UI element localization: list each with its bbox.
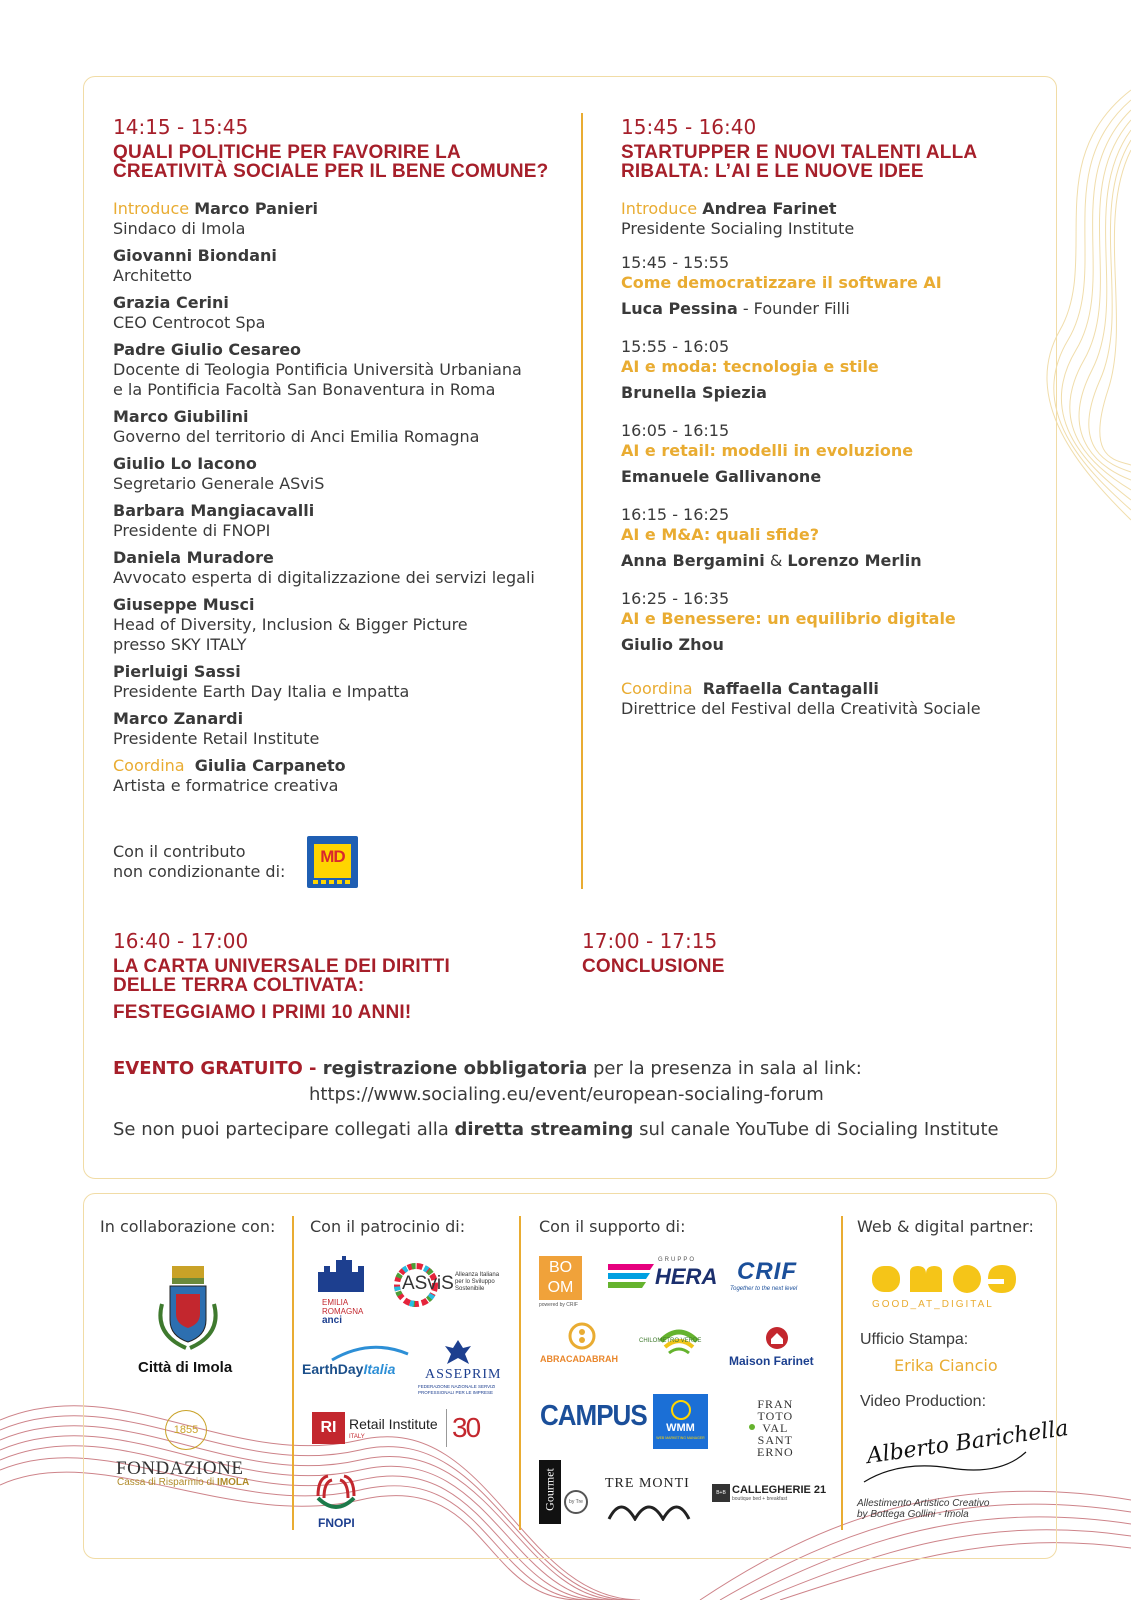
smog-logo-icon xyxy=(870,1262,1020,1296)
fondazione-name: FONDAZIONE xyxy=(116,1458,244,1479)
wmm-logo xyxy=(653,1394,708,1449)
talk xyxy=(621,589,1041,655)
intro-label: Introduce xyxy=(621,199,698,218)
streaming-note xyxy=(113,1118,999,1142)
speaker-name: Brunella Spiezia xyxy=(621,383,767,402)
crif-tagline: Together to the next level xyxy=(730,1286,798,1292)
session-1 xyxy=(113,115,558,803)
art-credit xyxy=(857,1498,989,1520)
video-heading: Video Production: xyxy=(860,1393,987,1410)
retail-institute-name: Retail Institute xyxy=(349,1416,438,1432)
abracadabrah-name: ABRACADABRAH xyxy=(540,1354,618,1364)
session-2-title xyxy=(621,143,1041,181)
speaker-role: CEO Centrocot Spa xyxy=(113,313,266,332)
talk-title: AI e retail: modelli in evoluzione xyxy=(621,441,914,460)
stream-text: Se non puoi partecipare collegati alla xyxy=(113,1119,455,1140)
fondazione-sub-text: Cassa di Risparmio di xyxy=(117,1477,218,1488)
session-3-time: 16:40 - 17:00 xyxy=(113,929,249,953)
speaker-role: Governo del territorio di Anci Emilia Romagna xyxy=(113,427,480,446)
speaker xyxy=(113,454,558,494)
frantoio-line: ERNO xyxy=(757,1445,794,1459)
partners-divider xyxy=(292,1216,294,1530)
hera-stripes-icon xyxy=(608,1260,654,1292)
free-event-label: EVENTO GRATUITO xyxy=(113,1058,303,1079)
hera-gruppo: GRUPPO xyxy=(658,1257,697,1263)
session-2-intro xyxy=(621,199,1041,239)
talk xyxy=(621,505,1041,571)
boom-letters: OM xyxy=(547,1279,574,1296)
speaker-name: Marco Panieri xyxy=(194,199,319,218)
fondazione-seal: 1855 xyxy=(165,1410,207,1450)
asvis-sub-line: per lo Sviluppo xyxy=(455,1279,495,1285)
asseprim-name: ASSEPRIM xyxy=(425,1367,502,1382)
session-2-title-line: RIBALTA: L’AI E LE NUOVE IDEE xyxy=(621,161,924,182)
asseprim-sub xyxy=(418,1384,495,1396)
session-3-title-line: DELLE TERRA COLTIVATA: xyxy=(113,975,365,996)
press-heading: Ufficio Stampa: xyxy=(860,1331,969,1348)
earthday-arc-icon xyxy=(330,1344,410,1362)
hera-name: HERA xyxy=(655,1264,718,1289)
speaker-list xyxy=(113,246,558,749)
session-2 xyxy=(621,115,1041,726)
talk-time: 15:55 - 16:05 xyxy=(621,337,730,356)
speaker-name: Marco Giubilini xyxy=(113,407,249,426)
maison-farinet-name: Maison Farinet xyxy=(729,1354,814,1368)
signature-swash-icon xyxy=(860,1450,1030,1486)
tre-monti-name: TRE MONTI xyxy=(605,1476,690,1491)
fnopi-name: FNOPI xyxy=(318,1516,355,1530)
speaker-role: Artista e formatrice creativa xyxy=(113,776,339,795)
registration-required: registrazione obbligatoria xyxy=(322,1058,588,1079)
maison-house-icon xyxy=(765,1326,789,1350)
earthday-italia: Italia xyxy=(363,1361,396,1377)
partners-divider xyxy=(841,1216,843,1530)
speaker-role: Head of Diversity, Inclusion & Bigger Picture xyxy=(113,615,468,634)
speaker-role: Presidente di FNOPI xyxy=(113,521,271,540)
intro-label: Introduce xyxy=(113,199,190,218)
contribution-line: Con il contributo xyxy=(113,842,246,861)
asseprim-sub-line: PROFESSIONALI PER LE IMPRESE xyxy=(418,1390,494,1395)
session-1-title-line: QUALI POLITICHE PER FAVORIRE LA xyxy=(113,142,461,163)
retail-institute-box: RI xyxy=(312,1412,345,1444)
asvis-name: ASviS xyxy=(402,1273,454,1294)
smog-tagline: GOOD_AT_DIGITAL xyxy=(872,1299,994,1310)
speaker xyxy=(113,501,558,541)
intro-speaker xyxy=(113,199,558,239)
speaker-role: Presidente Earth Day Italia e Impatta xyxy=(113,682,410,701)
speaker-role: presso SKY ITALY xyxy=(113,635,247,654)
speaker-role: Segretario Generale ASviS xyxy=(113,474,325,493)
speaker-name: Giulia Carpaneto xyxy=(194,756,346,775)
contribution-note xyxy=(113,842,285,882)
speaker-name: Lorenzo Merlin xyxy=(787,551,922,570)
frantoio-dot xyxy=(749,1424,755,1430)
asvis-sub xyxy=(455,1272,499,1293)
talk-time: 15:45 - 15:55 xyxy=(621,253,730,272)
asvis-sub-line: Sostenibile xyxy=(455,1286,485,1292)
anci-line: EMILIA xyxy=(322,1298,349,1307)
speaker-role: Docente di Teologia Pontificia Università Urbaniana xyxy=(113,360,522,379)
intro-speaker xyxy=(621,199,1041,239)
coordinator xyxy=(113,756,558,796)
amp: & xyxy=(764,551,788,570)
speaker-name: Grazia Cerini xyxy=(113,293,229,312)
frantoio-line: TOTO xyxy=(757,1409,794,1423)
session-2-time: 15:45 - 16:40 xyxy=(621,115,757,139)
gourmet-seal: by Tre xyxy=(564,1490,588,1514)
speaker xyxy=(113,662,558,702)
retail-divider xyxy=(446,1409,447,1447)
anci-text xyxy=(322,1298,363,1325)
talk-speaker xyxy=(621,551,1041,571)
patron-heading: Con il patrocinio di: xyxy=(310,1217,466,1236)
coord-label: Coordina xyxy=(113,756,185,775)
collab-heading: In collaborazione con: xyxy=(100,1217,276,1236)
speaker xyxy=(113,407,558,447)
talk xyxy=(621,337,1041,403)
speaker-name: Pierluigi Sassi xyxy=(113,662,241,681)
speaker xyxy=(113,548,558,588)
talk xyxy=(621,253,1041,319)
speaker-extra: - Founder Filli xyxy=(737,299,850,318)
support-heading: Con il supporto di: xyxy=(539,1217,686,1236)
callegherie-sub: boutique bed + breakfast xyxy=(732,1496,788,1502)
speaker-role: e la Pontificia Facoltà San Bonaventura in Roma xyxy=(113,380,496,399)
chilometro-verde-name: CHILOMETRO VERDE xyxy=(639,1338,702,1344)
video-signature: Alberto Barichella xyxy=(865,1415,1070,1470)
speaker xyxy=(113,595,558,655)
session-1-title xyxy=(113,143,558,181)
session-3-subtitle: FESTEGGIAMO I PRIMI 10 ANNI! xyxy=(113,1002,412,1023)
fondazione-sub xyxy=(117,1477,249,1488)
talk-speaker xyxy=(621,299,1041,319)
md-logo-text: MD xyxy=(320,847,345,866)
stream-text: sul canale YouTube di Socialing Institute xyxy=(633,1119,999,1140)
asseprim-eagle-icon xyxy=(443,1338,473,1366)
speaker xyxy=(113,293,558,333)
session-4-time: 17:00 - 17:15 xyxy=(582,929,718,953)
talk-title: AI e M&A: quali sfide? xyxy=(621,525,819,544)
talk xyxy=(621,421,1041,487)
callegherie-badge: B+B xyxy=(712,1484,730,1502)
anci-line: ROMAGNA xyxy=(322,1307,364,1316)
earthday-logo xyxy=(302,1361,395,1377)
wmm-name: WMM xyxy=(666,1422,695,1434)
speaker xyxy=(113,340,558,400)
column-divider xyxy=(581,113,583,889)
speaker xyxy=(113,709,558,749)
wmm-sub: WEB MARKETING MANAGER xyxy=(656,1436,705,1440)
speaker-role: Architetto xyxy=(113,266,193,285)
asseprim-sub-line: FEDERAZIONE NAZIONALE SERVIZI xyxy=(418,1384,496,1389)
imola-crest-icon xyxy=(152,1264,224,1350)
talk-speaker xyxy=(621,467,1041,487)
anci-castle-icon xyxy=(316,1254,366,1294)
art-credit-line: Allestimento Artistico Creativo xyxy=(857,1498,990,1509)
asvis-sub-line: Alleanza Italiana xyxy=(455,1272,500,1278)
session-3-title xyxy=(113,957,563,1022)
session-2-title-line: STARTUPPER E NUOVI TALENTI ALLA xyxy=(621,142,978,163)
speaker-name: Padre Giulio Cesareo xyxy=(113,340,302,359)
speaker-name: Emanuele Gallivanone xyxy=(621,467,822,486)
talk-speaker xyxy=(621,383,1041,403)
fnopi-hands-icon xyxy=(314,1472,358,1512)
coord-label: Coordina xyxy=(621,679,693,698)
press-name: Erika Ciancio xyxy=(894,1356,998,1375)
speaker-name: Luca Pessina xyxy=(621,299,738,318)
session-4-title xyxy=(582,957,982,976)
registration-note xyxy=(113,1056,1033,1108)
md-sponsor-logo xyxy=(307,836,358,888)
anci-line: anci xyxy=(322,1315,343,1326)
earthday-name: EarthDay xyxy=(302,1361,364,1377)
retail-years: 30 xyxy=(452,1412,480,1443)
talk-title: AI e Benessere: un equilibrio digitale xyxy=(621,609,956,628)
coordinator xyxy=(621,679,1041,719)
speaker-role: Presidente Socialing Institute xyxy=(621,219,855,238)
crif-name: CRIF xyxy=(737,1258,797,1285)
talk-title: Come democratizzare il software AI xyxy=(621,273,942,292)
talk-speaker xyxy=(621,635,1041,655)
boom-sub: powered by CRIF xyxy=(539,1302,578,1308)
speaker-name: Raffaella Cantagalli xyxy=(702,679,879,698)
speaker-name: Daniela Muradore xyxy=(113,548,274,567)
speaker-name: Barbara Mangiacavalli xyxy=(113,501,315,520)
retail-institute-sub: ITALY xyxy=(349,1434,365,1440)
fondazione-sub-bold: IMOLA xyxy=(217,1477,250,1488)
registration-rest: per la presenza in sala al link: xyxy=(587,1058,862,1079)
campus-name: CAMPUS xyxy=(540,1398,647,1432)
art-credit-line: by Bottega Gollini - Imola xyxy=(857,1509,969,1520)
stream-bold[interactable]: diretta streaming xyxy=(454,1119,634,1140)
dash: - xyxy=(302,1058,323,1079)
speaker-name: Giulio Lo Iacono xyxy=(113,454,257,473)
talk-list xyxy=(621,253,1041,655)
speaker xyxy=(113,246,558,286)
speaker-name: Anna Bergamini xyxy=(621,551,765,570)
session-4 xyxy=(582,929,982,976)
speaker-role: Avvocato esperta di digitalizzazione dei servizi legali xyxy=(113,568,535,587)
contribution-line: non condizionante di: xyxy=(113,862,286,881)
callegherie-name: CALLEGHERIE 21 xyxy=(732,1484,827,1496)
frantoio-line: FRAN xyxy=(757,1397,794,1411)
tre-monti-arches-icon xyxy=(607,1493,691,1521)
frantoio-logo xyxy=(757,1398,794,1458)
speaker-role: Sindaco di Imola xyxy=(113,219,246,238)
registration-link[interactable]: https://www.socialing.eu/event/european-socialing-forum xyxy=(309,1084,824,1105)
speaker-name: Marco Zanardi xyxy=(113,709,244,728)
gourmet-name: Gourmet xyxy=(542,1468,557,1511)
frantoio-line: SANT xyxy=(757,1433,793,1447)
speaker-name: Giovanni Biondani xyxy=(113,246,277,265)
speaker-name: Giulio Zhou xyxy=(621,635,724,654)
session-1-title-line: CREATIVITÀ SOCIALE PER IL BENE COMUNE? xyxy=(113,161,549,182)
frantoio-line: VAL xyxy=(762,1421,789,1435)
boom-letters: BO xyxy=(548,1259,573,1276)
abracadabrah-icon xyxy=(568,1322,596,1350)
session-4-title-line: CONCLUSIONE xyxy=(582,956,725,977)
speaker-role: Direttrice del Festival della Creatività Sociale xyxy=(621,699,981,718)
talk-time: 16:15 - 16:25 xyxy=(621,505,730,524)
session-1-time: 14:15 - 15:45 xyxy=(113,115,249,139)
gourmet-logo xyxy=(539,1460,561,1524)
city-imola-label: Città di Imola xyxy=(138,1359,233,1376)
talk-time: 16:25 - 16:35 xyxy=(621,589,730,608)
speaker-name: Andrea Farinet xyxy=(702,199,837,218)
session-1-speakers xyxy=(113,199,558,796)
speaker-role: Presidente Retail Institute xyxy=(113,729,320,748)
partners-divider xyxy=(519,1216,521,1530)
talk-time: 16:05 - 16:15 xyxy=(621,421,730,440)
talk-title: AI e moda: tecnologia e stile xyxy=(621,357,879,376)
boom-logo xyxy=(539,1256,582,1300)
web-heading: Web & digital partner: xyxy=(857,1217,1034,1236)
session-3-title-line: LA CARTA UNIVERSALE DEI DIRITTI xyxy=(113,956,450,977)
session-3 xyxy=(113,929,563,1022)
speaker-name: Giuseppe Musci xyxy=(113,595,255,614)
